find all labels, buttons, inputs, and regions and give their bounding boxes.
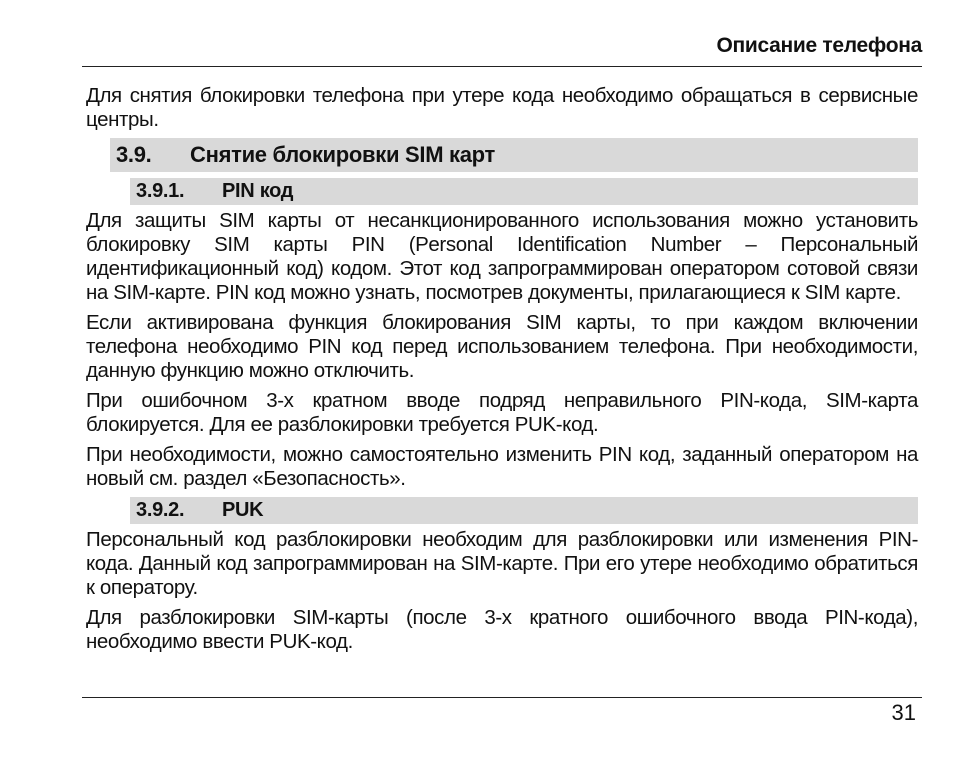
footer-rule (82, 697, 922, 698)
puk-paragraph-2: Для разблокировки SIM-карты (после 3-х кратного ошибочного ввода PIN-кода), необходимо ввести PUK-код. (86, 606, 918, 653)
puk-paragraph-1: Персональный код разблокировки необходим для разблокировки или изменения PIN-кода. Данный код запрограммирован на SIM-карте. При его утере необходимо обратиться к оператору. (86, 528, 918, 599)
subsection-title: PIN код (222, 180, 294, 202)
page-header: Описание телефона (716, 34, 922, 57)
section-number: 3.9. (116, 142, 152, 167)
subsection-number: 3.9.2. (136, 499, 185, 521)
section-title: Снятие блокировки SIM карт (190, 142, 496, 167)
intro-paragraph: Для снятия блокировки телефона при утере кода необходимо обращаться в сервисные центры. (86, 84, 918, 131)
subsection-number: 3.9.1. (136, 180, 185, 202)
header-rule (82, 66, 922, 67)
pin-paragraph-3: При ошибочном 3-х кратном вводе подряд неправильного PIN-кода, SIM-карта блокируется. Для ее разблокировки требуется PUK-код. (86, 389, 918, 436)
subsection-heading-puk (130, 497, 918, 524)
section-heading (110, 138, 918, 172)
pin-paragraph-1: Для защиты SIM карты от несанкционированного использования можно установить блокировку SIM карты PIN (Personal Identification Number – Персональный идентификационный код) кодом. Этот код запрограммирован оператором сотовой связи на SIM-карте. PIN код можно узнать, посмотрев документы, прилагающиеся к SIM карте. (86, 209, 918, 304)
pin-paragraph-4: При необходимости, можно самостоятельно изменить PIN код, заданный оператором на новый см. раздел «Безопасность». (86, 443, 918, 490)
subsection-heading-pin (130, 178, 918, 205)
page-number: 31 (891, 700, 916, 725)
subsection-title: PUK (222, 499, 264, 521)
pin-paragraph-2: Если активирована функция блокирования SIM карты, то при каждом включении телефона необходимо PIN код перед использованием телефона. При необходимости, данную функцию можно отключить. (86, 311, 918, 382)
page-content (86, 84, 918, 660)
